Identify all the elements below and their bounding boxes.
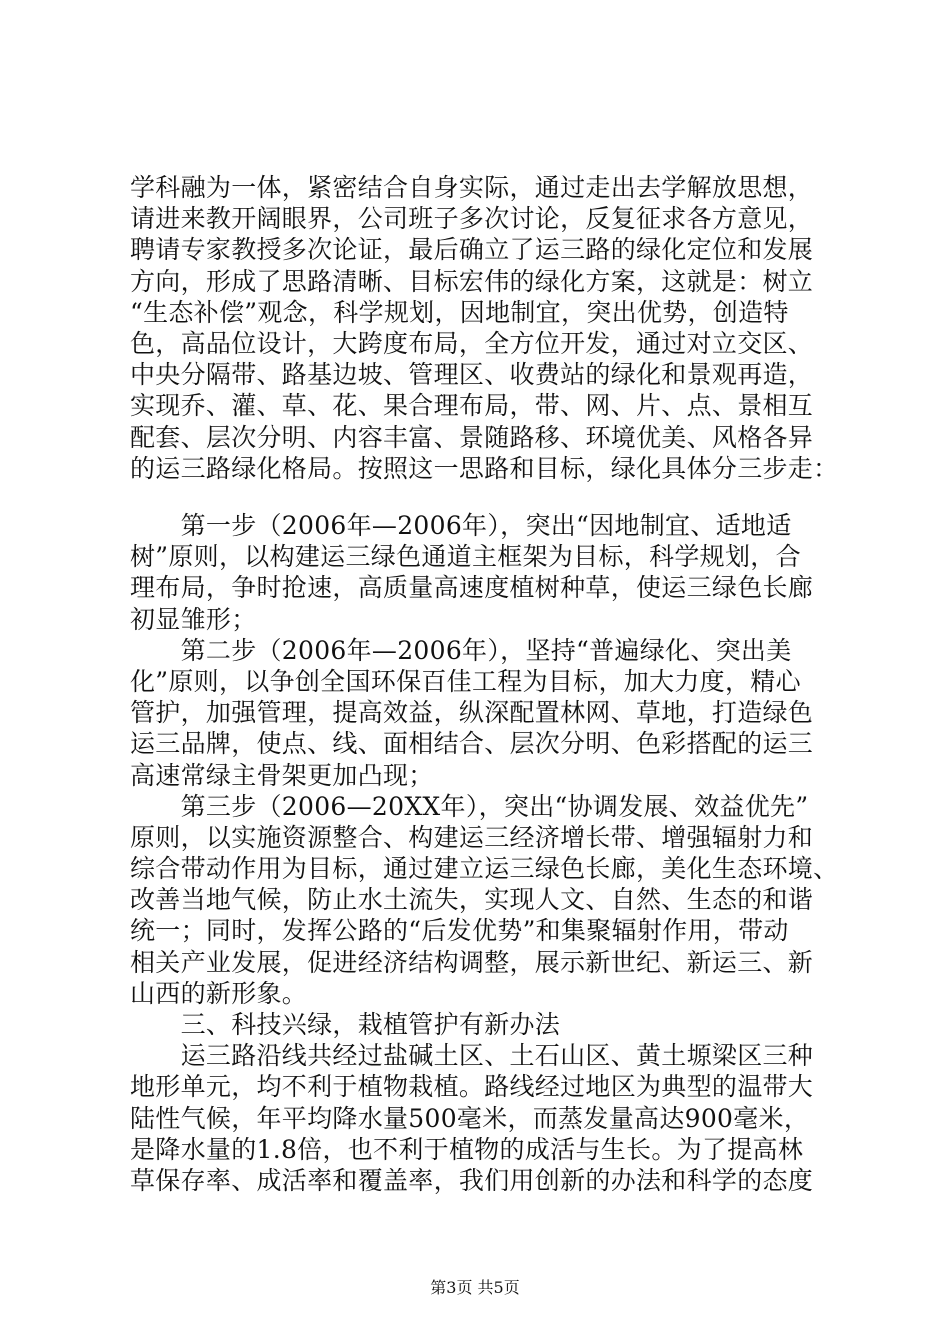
text-line: 第二步（2006年—2006年），坚持“普遍绿化、突出美 (130, 635, 792, 665)
text-line: 方向，形成了思路清晰、目标宏伟的绿化方案，这就是：树立 (130, 266, 814, 296)
text-line: 地形单元，均不利于植物栽植。路线经过地区为典型的温带大 (130, 1072, 814, 1102)
text-line: 改善当地气候，防止水土流失，实现人文、自然、生态的和谐 (130, 885, 814, 915)
text-line: 实现乔、灌、草、花、果合理布局，带、网、片、点、景相互 (130, 391, 814, 421)
paragraph-green-plan (130, 172, 839, 484)
text-line: 请进来教开阔眼界，公司班子多次讨论，反复征求各方意见， (130, 204, 814, 234)
text-line: 山西的新形象。 (130, 978, 308, 1008)
text-line: 配套、层次分明、内容丰富、景随路移、环境优美、风格各异 (130, 422, 814, 452)
text-line: 第一步（2006年—2006年），突出“因地制宜、适地适 (130, 511, 792, 540)
text-line: 是降水量的1.8倍，也不利于植物的成活与生长。为了提高林 (130, 1134, 804, 1164)
text-line: 中央分隔带、路基边坡、管理区、收费站的绿化和景观再造， (130, 360, 814, 390)
text-line: 化”原则，以争创全国环保百佳工程为目标，加大力度，精心 (130, 666, 801, 696)
section-heading: 三、科技兴绿，栽植管护有新办法 (130, 1010, 561, 1039)
text-line: 学科融为一体，紧密结合自身实际，通过走出去学解放思想， (130, 173, 814, 202)
text-line: 第三步（2006—20XX年），突出“协调发展、效益优先” (130, 791, 809, 821)
text-line: 综合带动作用为目标，通过建立运三绿色长廊，美化生态环境、 (130, 854, 839, 884)
text-line: “生态补偿”观念，科学规划，因地制宜，突出优势，创造特 (130, 297, 789, 327)
text-line: 运三路沿线共经过盐碱土区、土石山区、黄土塬梁区三种 (130, 1041, 814, 1071)
text-line: 陆性气候，年平均降水量500毫米，而蒸发量高达900毫米， (130, 1103, 810, 1133)
text-line: 树”原则，以构建运三绿色通道主框架为目标，科学规划，合 (130, 542, 801, 572)
text-line: 理布局，争时抢速，高质量高速度植树种草，使运三绿色长廊 (130, 573, 814, 603)
text-line: 高速常绿主骨架更加凸现； (130, 760, 434, 790)
text-line: 草保存率、成活率和覆盖率，我们用创新的办法和科学的态度 (130, 1165, 814, 1195)
page-number-footer: 第3页 共5页 (430, 1278, 520, 1297)
text-line: 原则，以实施资源整合、构建运三经济增长带、增强辐射力和 (130, 822, 814, 852)
text-line: 色，高品位设计，大跨度布局，全方位开发，通过对立交区、 (130, 328, 814, 358)
text-line: 初显雏形； (130, 604, 257, 634)
text-line: 相关产业发展，促进经济结构调整，展示新世纪、新运三、新 (130, 947, 814, 977)
text-line: 聘请专家教授多次论证，最后确立了运三路的绿化定位和发展 (130, 235, 814, 265)
paragraph-three-steps (130, 510, 839, 1196)
text-line: 统一；同时，发挥公路的“后发优势”和集聚辐射作用，带动 (130, 916, 789, 946)
text-line: 的运三路绿化格局。按照这一思路和目标，绿化具体分三步走： (130, 453, 839, 483)
text-line: 管护，加强管理，提高效益，纵深配置林网、草地，打造绿色 (130, 698, 814, 728)
text-line: 运三品牌，使点、线、面相结合、层次分明、色彩搭配的运三 (130, 729, 814, 759)
